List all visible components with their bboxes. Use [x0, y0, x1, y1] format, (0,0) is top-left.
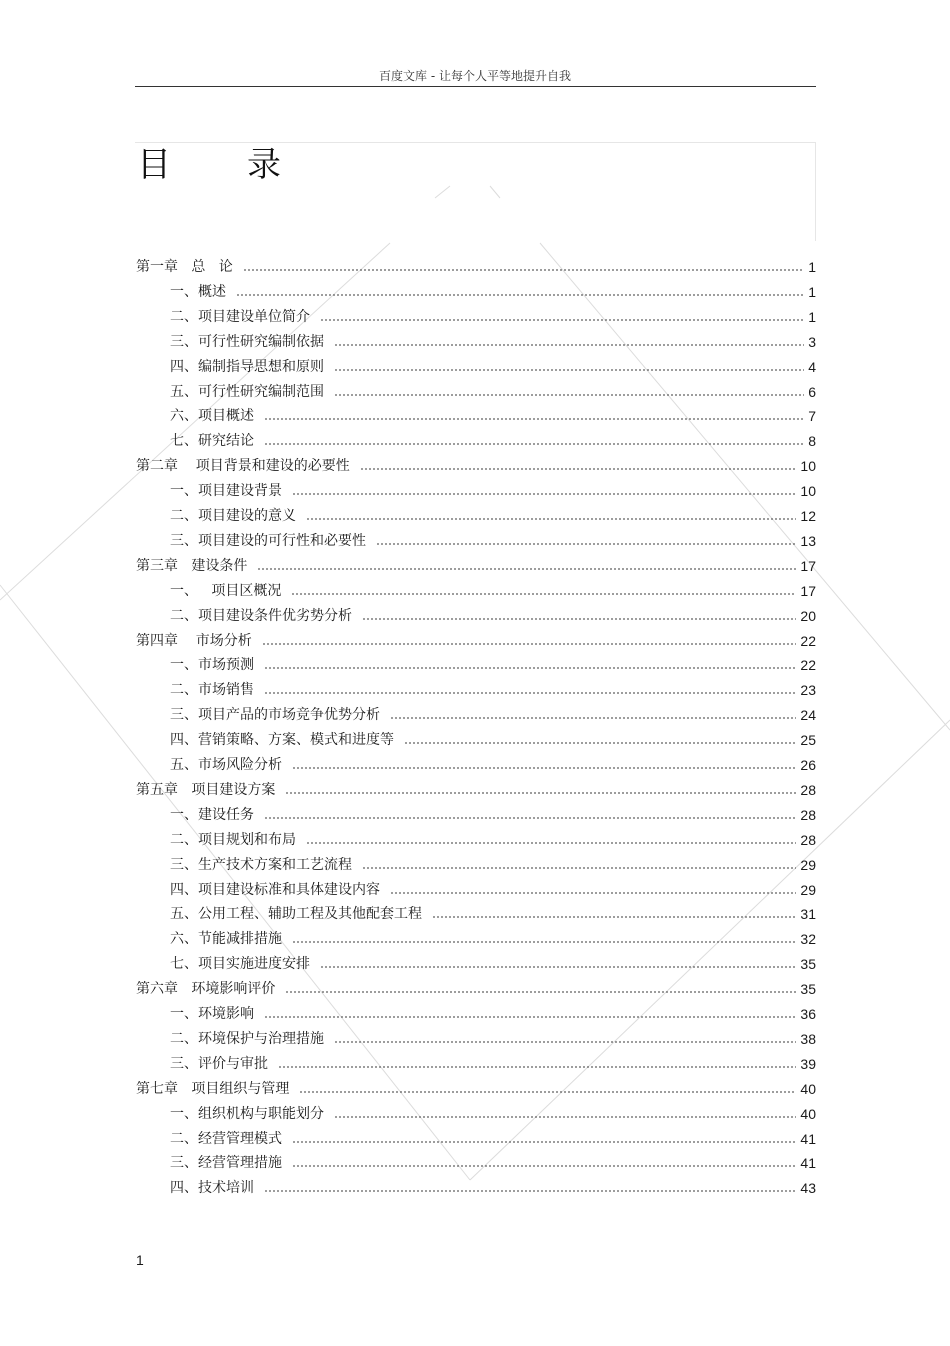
toc-page-number: 31 [800, 906, 816, 923]
toc-page-number: 36 [800, 1006, 816, 1022]
toc-section-row[interactable] [170, 480, 816, 500]
toc-leader-dots [320, 965, 796, 969]
toc-leader-dots [285, 791, 796, 795]
toc-section-row[interactable] [170, 505, 816, 525]
toc-label: 第三章 建设条件 [136, 557, 248, 574]
toc-page-number: 22 [800, 632, 816, 649]
toc-section-row[interactable] [170, 580, 816, 600]
toc-label: 二、项目规划和布局 [170, 831, 296, 848]
toc-page-number: 17 [800, 557, 816, 574]
toc-section-row[interactable] [170, 381, 816, 401]
toc-label: 一、概述 [170, 283, 226, 300]
toc-leader-dots [264, 1189, 796, 1193]
toc-section-row[interactable] [170, 804, 816, 824]
toc-page-number: 22 [800, 657, 816, 674]
toc-page-number: 24 [800, 707, 816, 724]
toc-leader-dots [292, 492, 796, 496]
toc-label: 二、项目建设单位简介 [170, 308, 310, 325]
toc-leader-dots [292, 766, 796, 770]
toc-section-row[interactable] [170, 306, 816, 326]
toc-label: 二、环境保护与治理措施 [170, 1030, 324, 1047]
toc-page-number: 1 [808, 308, 816, 325]
toc-page-number: 41 [800, 1155, 816, 1172]
toc-label: 第四章 市场分析 [136, 632, 252, 649]
toc-label: 五、市场风险分析 [170, 757, 282, 773]
toc-section-row[interactable] [170, 854, 816, 874]
toc-section-row[interactable] [170, 754, 816, 774]
toc-section-row[interactable] [170, 1177, 816, 1197]
toc-leader-dots [432, 915, 796, 919]
toc-leader-dots [262, 642, 797, 646]
toc-chapter-row[interactable] [136, 630, 816, 650]
toc-label: 七、研究结论 [170, 433, 254, 450]
toc-label: 六、节能减排措施 [170, 931, 282, 948]
toc-section-row[interactable] [170, 729, 816, 749]
toc-label: 一、建设任务 [170, 806, 254, 823]
toc-chapter-row[interactable] [136, 455, 816, 475]
page-number: 1 [136, 1252, 144, 1268]
toc-label: 一、组织机构与职能划分 [170, 1105, 324, 1122]
toc-leader-dots [306, 517, 796, 521]
toc-label: 二、项目建设的意义 [170, 508, 296, 524]
toc-section-row[interactable] [170, 1028, 816, 1048]
toc-page-number: 20 [800, 607, 816, 624]
toc-label: 第一章 总 论 [136, 259, 233, 275]
toc-label: 二、经营管理模式 [170, 1130, 282, 1147]
toc-label: 第七章 项目组织与管理 [136, 1080, 290, 1097]
toc-section-row[interactable] [170, 953, 816, 973]
toc-section-row[interactable] [170, 1128, 816, 1148]
toc-page-number: 35 [800, 956, 816, 973]
toc-leader-dots [299, 1090, 796, 1094]
toc-chapter-row[interactable] [136, 978, 816, 998]
toc-section-row[interactable] [170, 1053, 816, 1073]
toc-page-number: 32 [800, 931, 816, 948]
toc-section-row[interactable] [170, 879, 816, 899]
toc-page-number: 7 [808, 408, 816, 425]
toc-page-number: 10 [800, 458, 816, 475]
page-title: 目录 [137, 145, 357, 185]
toc-label: 二、项目建设条件优劣势分析 [170, 607, 352, 624]
toc-leader-dots [362, 866, 796, 870]
toc-leader-dots [292, 1164, 796, 1168]
toc-label: 三、可行性研究编制依据 [170, 333, 324, 350]
toc-label: 四、项目建设标准和具体建设内容 [170, 881, 380, 898]
toc-leader-dots [264, 816, 796, 820]
title-frame-border [815, 143, 816, 241]
toc-section-row[interactable] [170, 1103, 816, 1123]
toc-leader-dots [390, 891, 796, 895]
toc-label: 第二章 项目背景和建设的必要性 [136, 458, 350, 475]
toc-leader-dots [292, 940, 796, 944]
toc-leader-dots [360, 467, 797, 471]
toc-label: 三、项目产品的市场竞争优势分析 [170, 707, 380, 724]
toc-leader-dots [243, 268, 805, 272]
toc-leader-dots [376, 542, 796, 546]
toc-page-number: 29 [800, 881, 816, 898]
toc-leader-dots [264, 691, 796, 695]
toc-section-row[interactable] [170, 903, 816, 923]
toc-label: 六、项目概述 [170, 408, 254, 425]
toc-page-number: 40 [800, 1105, 816, 1122]
toc-label: 一、环境影响 [170, 1006, 254, 1022]
toc-page-number: 1 [808, 283, 816, 300]
header-text: 百度文库 - 让每个人平等地提升自我 [379, 69, 571, 83]
toc-page-number: 28 [800, 781, 816, 798]
toc-page-number: 35 [800, 981, 816, 998]
toc-label: 四、编制指导思想和原则 [170, 358, 324, 375]
toc-chapter-row[interactable] [136, 555, 816, 575]
toc-label: 三、评价与审批 [170, 1055, 268, 1072]
toc-chapter-row[interactable] [136, 779, 816, 799]
toc-label: 三、生产技术方案和工艺流程 [170, 856, 352, 873]
toc-leader-dots [257, 567, 796, 571]
toc-label: 四、营销策略、方案、模式和进度等 [170, 732, 394, 749]
toc-leader-dots [278, 1065, 796, 1069]
toc-leader-dots [320, 318, 804, 322]
toc-leader-dots [334, 368, 804, 372]
toc-label: 一、市场预测 [170, 657, 254, 674]
toc-page-number: 4 [808, 358, 816, 375]
toc-leader-dots [306, 841, 796, 845]
toc-page-number: 12 [800, 508, 816, 524]
toc-page-number: 29 [800, 856, 816, 873]
toc-label: 二、市场销售 [170, 682, 254, 699]
toc-page-number: 3 [808, 333, 816, 350]
toc-page-number: 28 [800, 831, 816, 848]
toc-section-row[interactable] [170, 679, 816, 699]
toc-label: 一、项目建设背景 [170, 483, 282, 500]
toc-leader-dots [236, 293, 804, 297]
toc-leader-dots [285, 990, 796, 994]
toc-section-row[interactable] [170, 405, 816, 425]
toc-leader-dots [334, 393, 804, 397]
toc-label: 一、 项目区概况 [170, 582, 282, 599]
toc-page-number: 17 [800, 582, 816, 599]
toc-leader-dots [362, 617, 796, 621]
toc-chapter-row[interactable] [136, 256, 816, 276]
toc-page-number: 13 [800, 532, 816, 549]
toc-section-row[interactable] [170, 1152, 816, 1172]
toc-page-number: 43 [800, 1180, 816, 1197]
toc-page-number: 38 [800, 1030, 816, 1047]
toc-label: 第五章 项目建设方案 [136, 781, 276, 798]
toc-leader-dots [334, 343, 804, 347]
toc-page-number: 23 [800, 682, 816, 699]
toc-label: 七、项目实施进度安排 [170, 956, 310, 973]
toc-section-row[interactable] [170, 829, 816, 849]
toc-section-row[interactable] [170, 605, 816, 625]
toc-page-number: 6 [808, 383, 816, 400]
toc-leader-dots [264, 417, 804, 421]
toc-page-number: 28 [800, 806, 816, 823]
toc-page-number: 39 [800, 1055, 816, 1072]
toc-page-number: 8 [808, 433, 816, 450]
toc-leader-dots [264, 666, 796, 670]
toc-section-row[interactable] [170, 704, 816, 724]
toc-leader-dots [264, 442, 804, 446]
toc-label: 三、经营管理措施 [170, 1155, 282, 1172]
toc-section-row[interactable] [170, 356, 816, 376]
toc-page-number: 26 [800, 757, 816, 773]
toc-leader-dots [292, 1140, 796, 1144]
toc-leader-dots [334, 1115, 796, 1119]
toc-label: 四、技术培训 [170, 1180, 254, 1197]
toc-section-row[interactable] [170, 530, 816, 550]
toc-page-number: 10 [800, 483, 816, 500]
toc-section-row[interactable] [170, 928, 816, 948]
toc-label: 第六章 环境影响评价 [136, 981, 276, 998]
toc-page-number: 41 [800, 1130, 816, 1147]
toc-page-number: 25 [800, 732, 816, 749]
toc-page-number: 1 [808, 259, 816, 275]
toc-section-row[interactable] [170, 281, 816, 301]
toc-label: 五、公用工程、辅助工程及其他配套工程 [170, 906, 422, 923]
toc-leader-dots [291, 592, 796, 596]
toc-leader-dots [404, 741, 796, 745]
toc-chapter-row[interactable] [136, 1078, 816, 1098]
toc-leader-dots [264, 1015, 796, 1019]
toc-section-row[interactable] [170, 1003, 816, 1023]
toc-page-number: 40 [800, 1080, 816, 1097]
toc-section-row[interactable] [170, 430, 816, 450]
header-rule [135, 86, 816, 87]
toc-label: 五、可行性研究编制范围 [170, 383, 324, 400]
toc-section-row[interactable] [170, 654, 816, 674]
toc-leader-dots [390, 716, 796, 720]
toc-leader-dots [334, 1040, 796, 1044]
toc-label: 三、项目建设的可行性和必要性 [170, 532, 366, 549]
toc-section-row[interactable] [170, 331, 816, 351]
